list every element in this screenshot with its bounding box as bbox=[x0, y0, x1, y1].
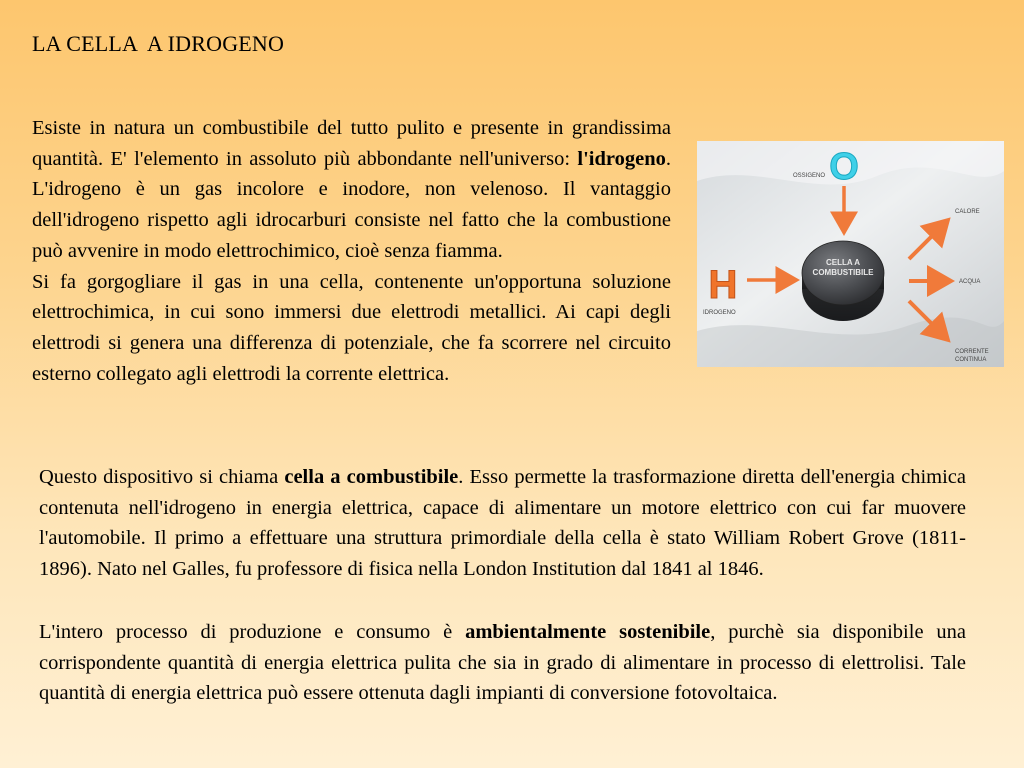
hydrogen-letter: H bbox=[708, 263, 738, 307]
current-label-line1: CORRENTE bbox=[955, 349, 989, 355]
fuel-cell-paragraph bbox=[39, 462, 966, 585]
hydrogen-label: IDROGENO bbox=[703, 310, 736, 316]
para3-text-2: , purchè sia disponibile una corrispondente quantità di energia elettrica pulita che sia in grado di alimentare in processo di elettrolisi. Tale quantità di energia elettrica può essere ottenuta dagli impianti di conversione fotovoltaica. bbox=[39, 621, 966, 705]
fuel-cell-diagram-svg bbox=[697, 141, 1004, 367]
para2-bold-fuel-cell: cella a combustibile bbox=[284, 466, 459, 488]
para3-text-1: L'intero processo di produzione e consumo è bbox=[39, 621, 466, 643]
fuel-cell-diagram bbox=[697, 141, 1004, 367]
para2-text-1: Questo dispositivo si chiama bbox=[39, 466, 285, 488]
para1-text-3: Si fa gorgogliare il gas in una cella, contenente un'opportuna soluzione elettrochimica, in cui sono immersi due elettrodi metallici. Ai capi degli elettrodi si genera una differenza di potenziale, che fa scorrere nel circuito esterno collegato agli elettrodi la corrente elettrica. bbox=[32, 270, 671, 385]
fuel-cell-icon bbox=[802, 241, 884, 321]
cell-label-line2: COMBUSTIBILE bbox=[812, 268, 874, 277]
para1-text-2: . L'idrogeno è un gas incolore e inodore, non velenoso. Il vantaggio dell'idrogeno rispetto agli idrocarburi consiste nel fatto che la combustione può avvenire in modo elettrochimico, cioè senza fiamma. bbox=[32, 147, 671, 262]
oxygen-label: OSSIGENO bbox=[793, 173, 826, 179]
para3-bold-sustainable: ambientalmente sostenibile bbox=[465, 621, 711, 643]
oxygen-letter: O bbox=[829, 146, 859, 188]
para2-text-2: . Esso permette la trasformazione diretta dell'energia chimica contenuta nell'idrogeno in energia elettrica, capace di alimentare un motore elettrico con cui far muovere l'automobile. Il primo a effettuare una struttura primordiale della cella è stato William Robert Grove (1811-1896). Nato nel Galles, fu professore di fisica nella London Institution dal 1841 al 1846. bbox=[39, 466, 966, 581]
current-label-line2: CONTINUA bbox=[955, 357, 987, 363]
para1-text-1: Esiste in natura un combustibile del tutto pulito e presente in grandissima quantità. E' l'elemento in assoluto più abbondante nell'universo: bbox=[32, 117, 671, 170]
sustainability-paragraph bbox=[39, 617, 966, 709]
cell-label-line1: CELLA A bbox=[825, 258, 861, 267]
page-title: LA CELLA A IDROGENO bbox=[32, 31, 285, 56]
water-label: ACQUA bbox=[959, 279, 981, 285]
para1-bold-hydrogen: l'idrogeno bbox=[577, 147, 666, 170]
intro-paragraph bbox=[32, 113, 671, 389]
heat-label: CALORE bbox=[955, 209, 980, 215]
oxygen-symbol bbox=[829, 146, 859, 188]
